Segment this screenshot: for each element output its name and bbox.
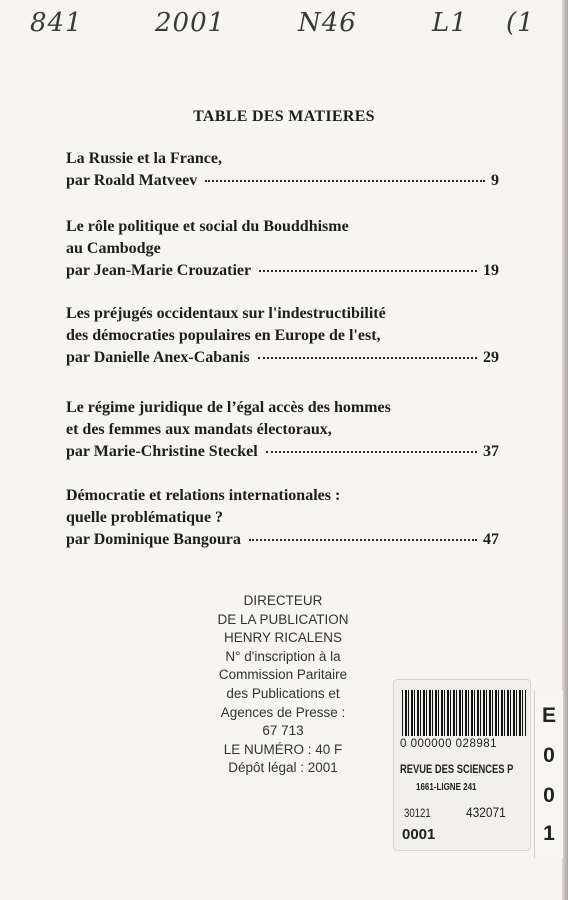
entry-title-line: quelle problématique ? [66,509,224,526]
spine-label [534,690,563,858]
dot-leader [205,180,485,182]
director-line: Dépôt légal : 2001 [228,760,338,776]
entry-author: par Dominique Bangoura [66,531,241,548]
entry-author: par Roald Matveev [66,172,198,189]
entry-author: par Marie-Christine Steckel [66,443,258,460]
entry-author: par Jean-Marie Crouzatier [66,262,252,279]
label-code: 432071 [466,804,506,820]
entry-title-line: Les préjugés occidentaux sur l'indestructibilité [66,305,386,322]
handwritten-note-4: L1 [432,8,468,38]
entry-title-line: Démocratie et relations internationales : [66,487,341,504]
label-title: REVUE DES SCIENCES P [400,762,514,776]
handwritten-note-2: 2001 [155,8,226,38]
director-line: DIRECTEUR [243,593,323,608]
entry-page-number: 9 [491,172,499,189]
spine-char: 0 [543,784,555,807]
dot-leader [249,539,477,541]
toc-entry [66,148,499,192]
barcode-number: 0 000000 028981 [400,738,498,750]
entry-page-number: 19 [483,262,499,279]
label-subtitle: 1661-LIGNE 241 [416,782,477,793]
director-line: HENRY RICALENS [223,630,343,646]
toc-entry [66,303,499,369]
director-line: Agences de Presse : [220,704,346,720]
spine-char: 0 [543,744,555,767]
toc-entry [66,216,499,282]
entry-title-line: La Russie et la France, [66,150,222,167]
dot-leader [266,451,477,453]
barcode [402,690,526,736]
director-line: 67 713 [262,723,304,739]
entry-page-number: 37 [483,443,499,460]
handwritten-note-1: 841 [30,8,83,38]
entry-title-line: et des femmes aux mandats électoraux, [66,421,332,438]
entry-page-number: 47 [483,531,499,548]
label-code: 0001 [402,826,436,843]
director-line: N° d'inscription à la [225,648,341,664]
toc-entry [66,397,499,463]
entry-author: par Danielle Anex-Cabanis [66,349,250,366]
library-barcode-label [394,680,530,850]
director-line: Commission Paritaire [218,667,348,683]
dot-leader [258,357,477,359]
entry-title-line: Le rôle politique et social du Bouddhisme [66,218,349,235]
dot-leader [259,270,477,272]
entry-page-number: 29 [483,349,499,366]
director-line: DE LA PUBLICATION [217,611,349,627]
director-line: des Publications et [226,685,340,701]
handwritten-note-5: (1 [506,8,535,38]
director-line: LE NUMÉRO : 40 F [223,741,343,757]
publication-director-block [188,592,378,778]
entry-title-line: Le régime juridique de l’égal accès des hommes [66,399,391,416]
label-code: 30121 [404,806,431,820]
spine-char: E [541,704,556,727]
handwritten-note-3: N46 [298,8,357,38]
spine-char: 1 [543,822,555,845]
entry-title-line: au Cambodge [66,240,161,257]
toc-title: TABLE DES MATIERES [193,108,375,125]
entry-title-line: des démocraties populaires en Europe de l'est, [66,327,381,344]
toc-entry [66,485,499,551]
